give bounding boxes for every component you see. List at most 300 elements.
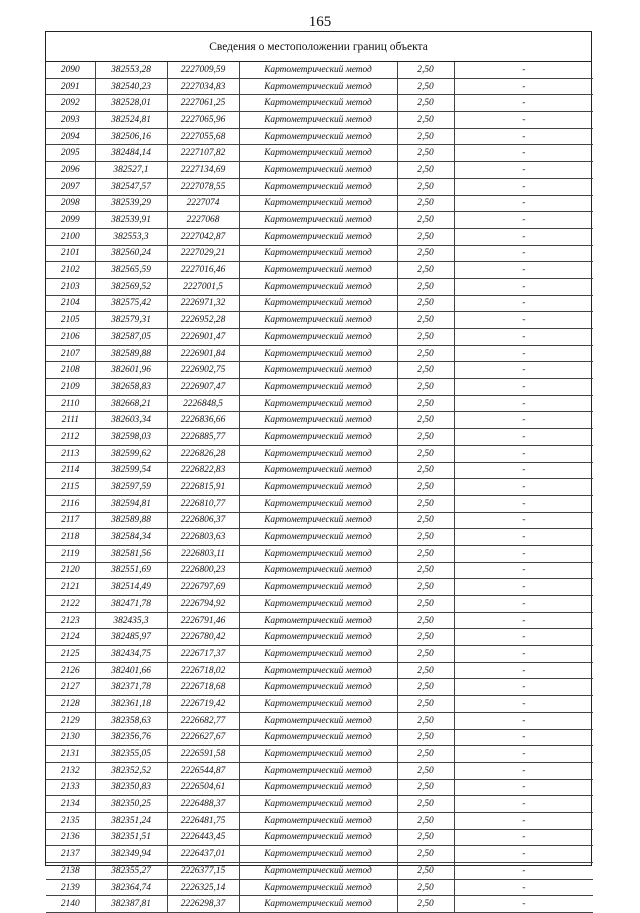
description-cell: - — [454, 662, 593, 679]
table-row — [46, 445, 593, 462]
table-row — [46, 712, 593, 729]
description-cell: - — [454, 696, 593, 713]
table-row — [46, 545, 593, 562]
method-cell: Картометрический метод — [239, 145, 397, 162]
method-cell: Картометрический метод — [239, 629, 397, 646]
method-cell: Картометрический метод — [239, 228, 397, 245]
description-cell: - — [454, 278, 593, 295]
table-row — [46, 729, 593, 746]
method-cell: Картометрический метод — [239, 779, 397, 796]
point-number-cell: 2124 — [46, 629, 95, 646]
method-cell: Картометрический метод — [239, 395, 397, 412]
point-number-cell: 2136 — [46, 829, 95, 846]
y-coordinate-cell: 2226901,84 — [167, 345, 239, 362]
point-number-cell: 2118 — [46, 529, 95, 546]
point-number-cell: 2093 — [46, 112, 95, 129]
description-cell: - — [454, 512, 593, 529]
description-cell: - — [454, 863, 593, 880]
x-coordinate-cell: 382601,96 — [95, 362, 167, 379]
x-coordinate-cell: 382371,78 — [95, 679, 167, 696]
accuracy-cell: 2,50 — [397, 228, 454, 245]
y-coordinate-cell: 2226901,47 — [167, 329, 239, 346]
accuracy-cell: 2,50 — [397, 596, 454, 613]
x-coordinate-cell: 382524,81 — [95, 112, 167, 129]
description-cell: - — [454, 379, 593, 396]
table-row — [46, 479, 593, 496]
accuracy-cell: 2,50 — [397, 879, 454, 896]
point-number-cell: 2092 — [46, 95, 95, 112]
table-row — [46, 579, 593, 596]
point-number-cell: 2108 — [46, 362, 95, 379]
x-coordinate-cell: 382603,34 — [95, 412, 167, 429]
point-number-cell: 2130 — [46, 729, 95, 746]
accuracy-cell: 2,50 — [397, 762, 454, 779]
y-coordinate-cell: 2226791,46 — [167, 612, 239, 629]
y-coordinate-cell: 2227055,68 — [167, 128, 239, 145]
table-row — [46, 896, 593, 913]
table-row — [46, 412, 593, 429]
y-coordinate-cell: 2227134,69 — [167, 162, 239, 179]
description-cell: - — [454, 629, 593, 646]
y-coordinate-cell: 2226682,77 — [167, 712, 239, 729]
x-coordinate-cell: 382434,75 — [95, 646, 167, 663]
method-cell: Картометрический метод — [239, 812, 397, 829]
method-cell: Картометрический метод — [239, 445, 397, 462]
y-coordinate-cell: 2226325,14 — [167, 879, 239, 896]
y-coordinate-cell: 2226718,68 — [167, 679, 239, 696]
point-number-cell: 2126 — [46, 662, 95, 679]
point-number-cell: 2097 — [46, 178, 95, 195]
y-coordinate-cell: 2226902,75 — [167, 362, 239, 379]
point-number-cell: 2133 — [46, 779, 95, 796]
y-coordinate-cell: 2227016,46 — [167, 262, 239, 279]
point-number-cell: 2098 — [46, 195, 95, 212]
method-cell: Картометрический метод — [239, 863, 397, 880]
description-cell: - — [454, 729, 593, 746]
table-row — [46, 78, 593, 95]
table-row — [46, 812, 593, 829]
point-number-cell: 2119 — [46, 545, 95, 562]
x-coordinate-cell: 382594,81 — [95, 495, 167, 512]
x-coordinate-cell: 382540,23 — [95, 78, 167, 95]
table-row — [46, 796, 593, 813]
x-coordinate-cell: 382553,3 — [95, 228, 167, 245]
accuracy-cell: 2,50 — [397, 178, 454, 195]
x-coordinate-cell: 382356,76 — [95, 729, 167, 746]
accuracy-cell: 2,50 — [397, 746, 454, 763]
method-cell: Картометрический метод — [239, 162, 397, 179]
accuracy-cell: 2,50 — [397, 579, 454, 596]
x-coordinate-cell: 382355,27 — [95, 863, 167, 880]
x-coordinate-cell: 382579,31 — [95, 312, 167, 329]
description-cell: - — [454, 262, 593, 279]
method-cell: Картометрический метод — [239, 379, 397, 396]
point-number-cell: 2109 — [46, 379, 95, 396]
point-number-cell: 2123 — [46, 612, 95, 629]
table-row — [46, 679, 593, 696]
method-cell: Картометрический метод — [239, 529, 397, 546]
table-row — [46, 295, 593, 312]
x-coordinate-cell: 382668,21 — [95, 395, 167, 412]
x-coordinate-cell: 382351,24 — [95, 812, 167, 829]
point-number-cell: 2127 — [46, 679, 95, 696]
accuracy-cell: 2,50 — [397, 729, 454, 746]
table-row — [46, 262, 593, 279]
method-cell: Картометрический метод — [239, 762, 397, 779]
table-row — [46, 863, 593, 880]
table-row — [46, 512, 593, 529]
accuracy-cell: 2,50 — [397, 846, 454, 863]
method-cell: Картометрический метод — [239, 495, 397, 512]
accuracy-cell: 2,50 — [397, 412, 454, 429]
table-header-title: Сведения о местоположении границ объекта — [46, 32, 591, 62]
point-number-cell: 2121 — [46, 579, 95, 596]
description-cell: - — [454, 362, 593, 379]
method-cell: Картометрический метод — [239, 178, 397, 195]
method-cell: Картометрический метод — [239, 262, 397, 279]
method-cell: Картометрический метод — [239, 746, 397, 763]
y-coordinate-cell: 2227074 — [167, 195, 239, 212]
y-coordinate-cell: 2226377,15 — [167, 863, 239, 880]
method-cell: Картометрический метод — [239, 212, 397, 229]
method-cell: Картометрический метод — [239, 362, 397, 379]
description-cell: - — [454, 445, 593, 462]
x-coordinate-cell: 382560,24 — [95, 245, 167, 262]
description-cell: - — [454, 145, 593, 162]
table-row — [46, 562, 593, 579]
point-number-cell: 2117 — [46, 512, 95, 529]
table-row — [46, 846, 593, 863]
method-cell: Картометрический метод — [239, 846, 397, 863]
x-coordinate-cell: 382551,69 — [95, 562, 167, 579]
method-cell: Картометрический метод — [239, 662, 397, 679]
method-cell: Картометрический метод — [239, 78, 397, 95]
accuracy-cell: 2,50 — [397, 896, 454, 913]
accuracy-cell: 2,50 — [397, 329, 454, 346]
method-cell: Картометрический метод — [239, 295, 397, 312]
description-cell: - — [454, 846, 593, 863]
accuracy-cell: 2,50 — [397, 512, 454, 529]
point-number-cell: 2122 — [46, 596, 95, 613]
accuracy-cell: 2,50 — [397, 162, 454, 179]
y-coordinate-cell: 2227009,59 — [167, 62, 239, 78]
y-coordinate-cell: 2226800,23 — [167, 562, 239, 579]
accuracy-cell: 2,50 — [397, 479, 454, 496]
x-coordinate-cell: 382364,74 — [95, 879, 167, 896]
description-cell: - — [454, 295, 593, 312]
accuracy-cell: 2,50 — [397, 495, 454, 512]
y-coordinate-cell: 2226794,92 — [167, 596, 239, 613]
table-row — [46, 696, 593, 713]
point-number-cell: 2116 — [46, 495, 95, 512]
accuracy-cell: 2,50 — [397, 128, 454, 145]
y-coordinate-cell: 2227001,5 — [167, 278, 239, 295]
x-coordinate-cell: 382351,51 — [95, 829, 167, 846]
y-coordinate-cell: 2227078,55 — [167, 178, 239, 195]
x-coordinate-cell: 382361,18 — [95, 696, 167, 713]
description-cell: - — [454, 529, 593, 546]
boundary-points-table — [46, 62, 593, 913]
description-cell: - — [454, 345, 593, 362]
table-row — [46, 212, 593, 229]
x-coordinate-cell: 382599,62 — [95, 445, 167, 462]
accuracy-cell: 2,50 — [397, 95, 454, 112]
x-coordinate-cell: 382484,14 — [95, 145, 167, 162]
x-coordinate-cell: 382352,52 — [95, 762, 167, 779]
description-cell: - — [454, 896, 593, 913]
point-number-cell: 2140 — [46, 896, 95, 913]
x-coordinate-cell: 382401,66 — [95, 662, 167, 679]
table-row — [46, 596, 593, 613]
description-cell: - — [454, 395, 593, 412]
method-cell: Картометрический метод — [239, 429, 397, 446]
description-cell: - — [454, 429, 593, 446]
y-coordinate-cell: 2227065,96 — [167, 112, 239, 129]
point-number-cell: 2138 — [46, 863, 95, 880]
y-coordinate-cell: 2226591,58 — [167, 746, 239, 763]
point-number-cell: 2106 — [46, 329, 95, 346]
point-number-cell: 2107 — [46, 345, 95, 362]
table-row — [46, 762, 593, 779]
y-coordinate-cell: 2226826,28 — [167, 445, 239, 462]
description-cell: - — [454, 712, 593, 729]
x-coordinate-cell: 382589,88 — [95, 345, 167, 362]
accuracy-cell: 2,50 — [397, 78, 454, 95]
accuracy-cell: 2,50 — [397, 796, 454, 813]
table-row — [46, 278, 593, 295]
point-number-cell: 2125 — [46, 646, 95, 663]
y-coordinate-cell: 2226810,77 — [167, 495, 239, 512]
x-coordinate-cell: 382387,81 — [95, 896, 167, 913]
method-cell: Картометрический метод — [239, 729, 397, 746]
point-number-cell: 2096 — [46, 162, 95, 179]
description-cell: - — [454, 495, 593, 512]
description-cell: - — [454, 62, 593, 78]
table-row — [46, 395, 593, 412]
y-coordinate-cell: 2226481,75 — [167, 812, 239, 829]
y-coordinate-cell: 2226822,83 — [167, 462, 239, 479]
y-coordinate-cell: 2226488,37 — [167, 796, 239, 813]
accuracy-cell: 2,50 — [397, 863, 454, 880]
y-coordinate-cell: 2227107,82 — [167, 145, 239, 162]
y-coordinate-cell: 2226780,42 — [167, 629, 239, 646]
point-number-cell: 2095 — [46, 145, 95, 162]
point-number-cell: 2120 — [46, 562, 95, 579]
method-cell: Картометрический метод — [239, 612, 397, 629]
y-coordinate-cell: 2226797,69 — [167, 579, 239, 596]
accuracy-cell: 2,50 — [397, 212, 454, 229]
x-coordinate-cell: 382565,59 — [95, 262, 167, 279]
table-row — [46, 662, 593, 679]
table-row — [46, 629, 593, 646]
y-coordinate-cell: 2226298,37 — [167, 896, 239, 913]
accuracy-cell: 2,50 — [397, 829, 454, 846]
accuracy-cell: 2,50 — [397, 545, 454, 562]
method-cell: Картометрический метод — [239, 128, 397, 145]
x-coordinate-cell: 382506,16 — [95, 128, 167, 145]
x-coordinate-cell: 382485,97 — [95, 629, 167, 646]
point-number-cell: 2132 — [46, 762, 95, 779]
method-cell: Картометрический метод — [239, 195, 397, 212]
method-cell: Картометрический метод — [239, 796, 397, 813]
accuracy-cell: 2,50 — [397, 345, 454, 362]
method-cell: Картометрический метод — [239, 596, 397, 613]
point-number-cell: 2137 — [46, 846, 95, 863]
table-row — [46, 178, 593, 195]
accuracy-cell: 2,50 — [397, 278, 454, 295]
x-coordinate-cell: 382350,25 — [95, 796, 167, 813]
x-coordinate-cell: 382589,88 — [95, 512, 167, 529]
table-row — [46, 112, 593, 129]
method-cell: Картометрический метод — [239, 646, 397, 663]
x-coordinate-cell: 382569,52 — [95, 278, 167, 295]
table-row — [46, 879, 593, 896]
point-number-cell: 2091 — [46, 78, 95, 95]
description-cell: - — [454, 596, 593, 613]
method-cell: Картометрический метод — [239, 579, 397, 596]
method-cell: Картометрический метод — [239, 329, 397, 346]
table-row — [46, 312, 593, 329]
table-row — [46, 345, 593, 362]
x-coordinate-cell: 382553,28 — [95, 62, 167, 78]
description-cell: - — [454, 128, 593, 145]
point-number-cell: 2104 — [46, 295, 95, 312]
accuracy-cell: 2,50 — [397, 812, 454, 829]
accuracy-cell: 2,50 — [397, 646, 454, 663]
point-number-cell: 2099 — [46, 212, 95, 229]
method-cell: Картометрический метод — [239, 879, 397, 896]
y-coordinate-cell: 2226806,37 — [167, 512, 239, 529]
accuracy-cell: 2,50 — [397, 679, 454, 696]
description-cell: - — [454, 779, 593, 796]
point-number-cell: 2094 — [46, 128, 95, 145]
accuracy-cell: 2,50 — [397, 712, 454, 729]
description-cell: - — [454, 95, 593, 112]
point-number-cell: 2115 — [46, 479, 95, 496]
x-coordinate-cell: 382349,94 — [95, 846, 167, 863]
description-cell: - — [454, 228, 593, 245]
y-coordinate-cell: 2226803,11 — [167, 545, 239, 562]
y-coordinate-cell: 2226836,66 — [167, 412, 239, 429]
y-coordinate-cell: 2226544,87 — [167, 762, 239, 779]
accuracy-cell: 2,50 — [397, 662, 454, 679]
y-coordinate-cell: 2227042,87 — [167, 228, 239, 245]
point-number-cell: 2114 — [46, 462, 95, 479]
y-coordinate-cell: 2226443,45 — [167, 829, 239, 846]
x-coordinate-cell: 382527,1 — [95, 162, 167, 179]
x-coordinate-cell: 382355,05 — [95, 746, 167, 763]
point-number-cell: 2129 — [46, 712, 95, 729]
y-coordinate-cell: 2226504,61 — [167, 779, 239, 796]
accuracy-cell: 2,50 — [397, 445, 454, 462]
point-number-cell: 2090 — [46, 62, 95, 78]
accuracy-cell: 2,50 — [397, 295, 454, 312]
x-coordinate-cell: 382599,54 — [95, 462, 167, 479]
point-number-cell: 2134 — [46, 796, 95, 813]
method-cell: Картометрический метод — [239, 512, 397, 529]
y-coordinate-cell: 2226952,28 — [167, 312, 239, 329]
point-number-cell: 2135 — [46, 812, 95, 829]
point-number-cell: 2128 — [46, 696, 95, 713]
method-cell: Картометрический метод — [239, 479, 397, 496]
method-cell: Картометрический метод — [239, 696, 397, 713]
method-cell: Картометрический метод — [239, 278, 397, 295]
method-cell: Картометрический метод — [239, 345, 397, 362]
point-number-cell: 2113 — [46, 445, 95, 462]
y-coordinate-cell: 2227068 — [167, 212, 239, 229]
table-body — [46, 62, 593, 913]
description-cell: - — [454, 612, 593, 629]
description-cell: - — [454, 679, 593, 696]
accuracy-cell: 2,50 — [397, 379, 454, 396]
table-row — [46, 495, 593, 512]
method-cell: Картометрический метод — [239, 412, 397, 429]
boundary-table-frame — [45, 31, 592, 910]
method-cell: Картометрический метод — [239, 95, 397, 112]
x-coordinate-cell: 382350,83 — [95, 779, 167, 796]
description-cell: - — [454, 562, 593, 579]
point-number-cell: 2101 — [46, 245, 95, 262]
description-cell: - — [454, 746, 593, 763]
accuracy-cell: 2,50 — [397, 612, 454, 629]
point-number-cell: 2139 — [46, 879, 95, 896]
accuracy-cell: 2,50 — [397, 529, 454, 546]
x-coordinate-cell: 382435,3 — [95, 612, 167, 629]
description-cell: - — [454, 479, 593, 496]
description-cell: - — [454, 112, 593, 129]
accuracy-cell: 2,50 — [397, 112, 454, 129]
table-row — [46, 62, 593, 78]
x-coordinate-cell: 382539,29 — [95, 195, 167, 212]
x-coordinate-cell: 382528,01 — [95, 95, 167, 112]
table-row — [46, 245, 593, 262]
point-number-cell: 2110 — [46, 395, 95, 412]
table-row — [46, 429, 593, 446]
method-cell: Картометрический метод — [239, 896, 397, 913]
description-cell: - — [454, 329, 593, 346]
description-cell: - — [454, 412, 593, 429]
description-cell: - — [454, 212, 593, 229]
accuracy-cell: 2,50 — [397, 195, 454, 212]
table-row — [46, 128, 593, 145]
y-coordinate-cell: 2226815,91 — [167, 479, 239, 496]
accuracy-cell: 2,50 — [397, 696, 454, 713]
description-cell: - — [454, 812, 593, 829]
method-cell: Картометрический метод — [239, 829, 397, 846]
description-cell: - — [454, 245, 593, 262]
method-cell: Картометрический метод — [239, 712, 397, 729]
y-coordinate-cell: 2226627,67 — [167, 729, 239, 746]
description-cell: - — [454, 178, 593, 195]
method-cell: Картометрический метод — [239, 112, 397, 129]
description-cell: - — [454, 78, 593, 95]
x-coordinate-cell: 382547,57 — [95, 178, 167, 195]
table-row — [46, 612, 593, 629]
x-coordinate-cell: 382514,49 — [95, 579, 167, 596]
description-cell: - — [454, 762, 593, 779]
y-coordinate-cell: 2226437,01 — [167, 846, 239, 863]
x-coordinate-cell: 382597,59 — [95, 479, 167, 496]
point-number-cell: 2105 — [46, 312, 95, 329]
accuracy-cell: 2,50 — [397, 262, 454, 279]
table-row — [46, 228, 593, 245]
x-coordinate-cell: 382471,78 — [95, 596, 167, 613]
table-row — [46, 779, 593, 796]
method-cell: Картометрический метод — [239, 679, 397, 696]
y-coordinate-cell: 2226971,32 — [167, 295, 239, 312]
method-cell: Картометрический метод — [239, 245, 397, 262]
x-coordinate-cell: 382358,63 — [95, 712, 167, 729]
